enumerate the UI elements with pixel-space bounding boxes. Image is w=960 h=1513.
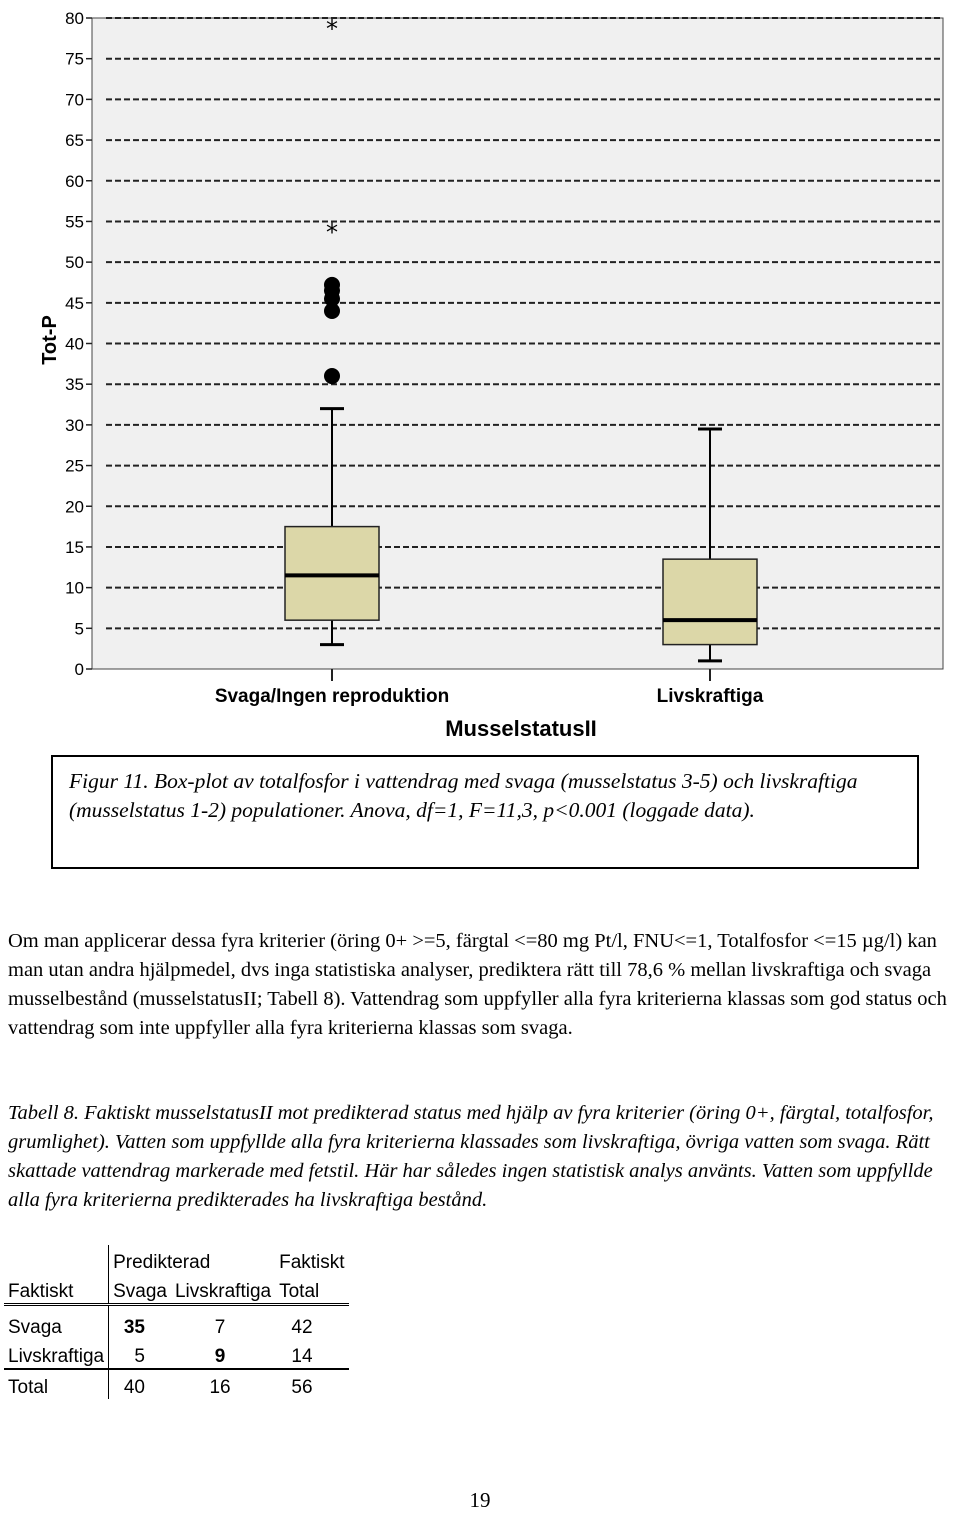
tot-p-boxplot [0,0,960,750]
header-faktiskt-total: Faktiskt [279,1252,345,1273]
table-row-total [4,1369,349,1399]
row-label-svaga: Svaga [4,1305,109,1339]
cell-svaga-livskraftiga: 7 [214,1316,226,1338]
row-label-livskraftiga: Livskraftiga [4,1339,109,1369]
y-tick-label: 30 [65,415,84,435]
cell-livskraftiga-total: 14 [291,1345,313,1367]
y-tick-label: 60 [65,171,84,191]
extreme-point: * [326,218,338,247]
boxplot-svg [0,0,960,750]
header-livskraftiga: Livskraftiga [174,1281,272,1302]
y-tick-label: 65 [65,131,84,151]
cell-svaga-total: 42 [291,1316,313,1338]
x-tick-label: Livskraftiga [656,686,764,707]
row-label-total: Total [4,1369,109,1399]
page-number: 19 [469,1488,491,1512]
y-tick-label: 35 [65,375,84,395]
y-tick-label: 80 [65,9,84,28]
cell-total-total: 56 [291,1376,313,1398]
header-svaga: Svaga [113,1281,167,1302]
outlier-point [324,368,340,384]
figure-caption: Figur 11. Box-plot av totalfosfor i vattendrag med svaga (musselstatus 3-5) och livskraftiga (musselstatus 1-2) populationer. Anova, df=1, F=11,3, p<0.001 (loggade data). [51,755,919,869]
x-axis-title: MusselstatusII [445,716,597,741]
cell-svaga-svaga: 35 [123,1316,145,1338]
x-tick-label: Svaga/Ingen reproduktion [214,686,450,707]
y-tick-label: 5 [74,619,84,639]
y-tick-label: 50 [65,253,84,273]
table-caption: Tabell 8. Faktiskt musselstatusII mot predikterad status med hjälp av fyra kriterier (öring 0+, färgtal, totalfosfor, grumlighet). Vatten som uppfyllde alla fyra kriterierna klassades som livskraftiga, övriga vatten som svaga. Rätt skattade vattendrag markerade med fetstil. Här har således ingen statistisk analys använts. Vatten som uppfyllde alla fyra kriterierna predikterades ha livskraftiga bestånd. [8,1102,934,1211]
table-corner [4,1245,109,1274]
table-header-row [4,1274,349,1305]
y-tick-label: 75 [65,49,84,69]
y-tick-label: 15 [65,537,84,557]
extreme-point: * [326,15,338,44]
y-tick-label: 40 [65,334,84,354]
y-tick-label: 0 [74,660,84,679]
y-tick-label: 20 [65,497,84,517]
body-paragraph: Om man applicerar dessa fyra kriterier (öring 0+ >=5, färgtal <=80 mg Pt/l, FNU<=1, Totalfosfor <=15 µg/l) kan man utan andra hjälpmedel, dvs inga statistiska analyser, prediktera rätt till 78,6 % mellan livskraftiga och svaga musselbestånd (musselstatusII; Tabell 8). Vattendrag som uppfyller alla fyra kriterierna klassas som god status och vattendrag som inte uppfyller alla fyra kriterierna klassas som svaga. [8,930,947,1039]
table-header-top-row [4,1245,349,1274]
y-tick-label: 70 [65,90,84,110]
cell-livskraftiga-svaga: 5 [134,1345,145,1367]
box-iqr [663,559,757,644]
header-faktiskt: Faktiskt [4,1274,109,1305]
y-axis-title: Tot-P [39,315,61,365]
header-total: Total [279,1281,320,1302]
cell-total-livskraftiga: 16 [209,1376,231,1398]
outlier-point [324,277,340,293]
y-tick-label: 10 [65,578,84,598]
y-tick-label: 25 [65,456,84,476]
cell-total-svaga: 40 [123,1376,145,1398]
prediction-table [4,1245,349,1399]
header-predikterad: Predikterad [113,1252,211,1273]
y-tick-label: 55 [65,212,84,232]
y-tick-label: 45 [65,293,84,313]
table-row-livskraftiga [4,1339,349,1369]
cell-livskraftiga-livskraftiga: 9 [214,1345,226,1367]
table-row-svaga [4,1305,349,1339]
box-iqr [285,527,379,621]
